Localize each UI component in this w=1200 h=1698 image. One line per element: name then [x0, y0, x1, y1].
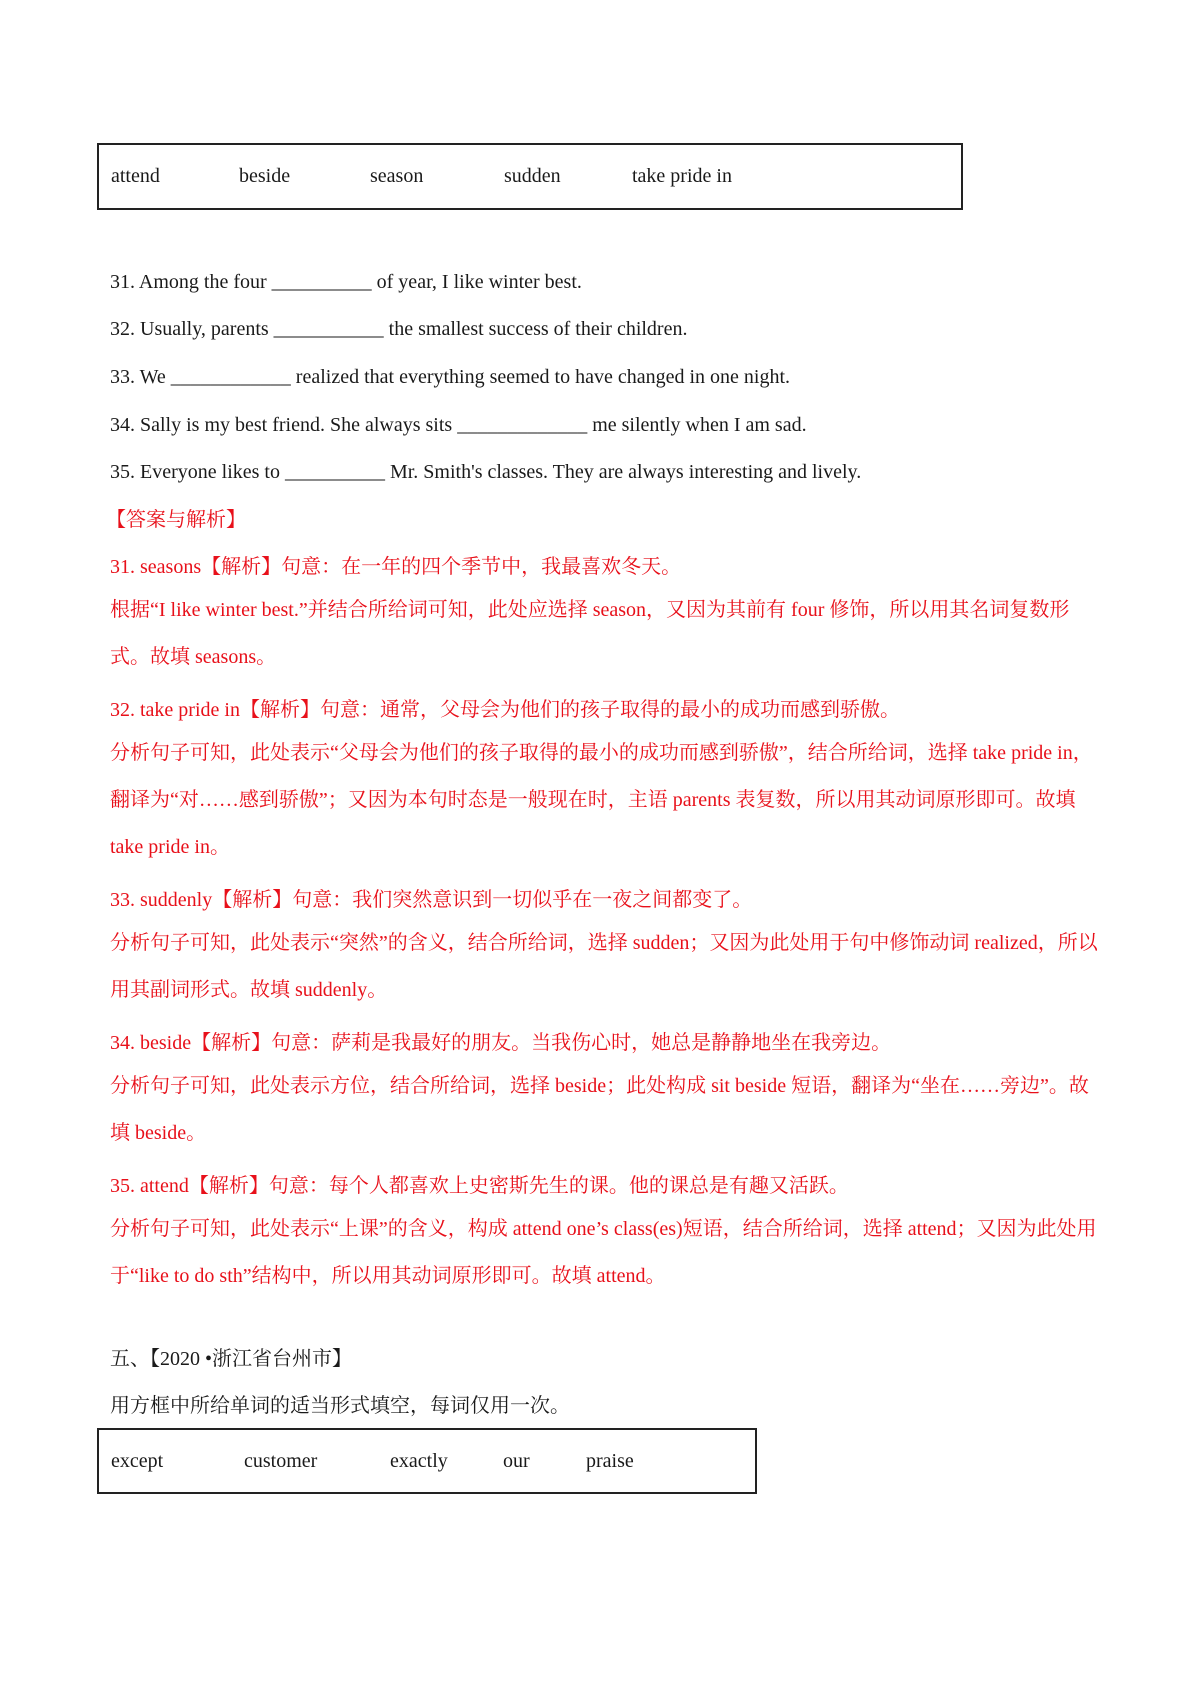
answer-35-head: 35. attend【解析】句意：每个人都喜欢上史密斯先生的课。他的课总是有趣又活跃。: [110, 1175, 849, 1197]
question-33: 33. We ____________ realized that everything seemed to have changed in one night.: [110, 366, 791, 388]
word-box-2-item: exactly: [390, 1449, 448, 1472]
section-5-title: 五、【2020 •浙江省台州市】: [110, 1348, 353, 1370]
word-box-1-item: sudden: [504, 165, 561, 187]
word-box-2-item: praise: [586, 1449, 634, 1472]
answer-33-head: 33. suddenly【解析】句意：我们突然意识到一切似乎在一夜之间都变了。: [110, 889, 753, 911]
answer-34-body: 分析句子可知，此处表示方位，结合所给词，选择 beside；此处构成 sit beside 短语，翻译为“坐在……旁边”。故填 beside。: [110, 1075, 1089, 1144]
word-box-1-item: take pride in: [632, 165, 732, 187]
answer-33-body: 分析句子可知，此处表示“突然”的含义，结合所给词，选择 sudden；又因为此处用于句中修饰动词 realized，所以用其副词形式。故填 suddenly。: [110, 932, 1098, 1001]
question-35: 35. Everyone likes to __________ Mr. Smith's classes. They are always interesting and lively.: [110, 461, 862, 483]
question-31: 31. Among the four __________ of year, I like winter best.: [110, 271, 582, 293]
answer-35-body: 分析句子可知，此处表示“上课”的含义，构成 attend one’s class(es)短语，结合所给词，选择 attend；又因为此处用于“like to do sth”结构中，所以用其动词原形即可。故填 attend。: [110, 1218, 1097, 1287]
section-5-instruction: 用方框中所给单词的适当形式填空，每词仅用一次。: [110, 1395, 570, 1417]
question-32: 32. Usually, parents ___________ the smallest success of their children.: [110, 318, 688, 340]
answer-31-body: 根据“I like winter best.”并结合所给词可知，此处应选择 season，又因为其前有 four 修饰，所以用其名词复数形式。故填 seasons。: [110, 599, 1070, 668]
answer-32-body: 分析句子可知，此处表示“父母会为他们的孩子取得的最小的成功而感到骄傲”，结合所给词，选择 take pride in，翻译为“对……感到骄傲”；又因为本句时态是一般现在时，主语 parents 表复数，所以用其动词原形即可。故填 take pride in。: [110, 742, 1093, 858]
word-box-2: [97, 1428, 757, 1494]
word-box-2-item: except: [111, 1449, 164, 1472]
answer-31-head: 31. seasons【解析】句意：在一年的四个季节中，我最喜欢冬天。: [110, 556, 682, 578]
word-box-1-item: season: [370, 165, 424, 187]
answer-32-head: 32. take pride in【解析】句意：通常，父母会为他们的孩子取得的最小的成功而感到骄傲。: [110, 699, 900, 721]
answer-34-head: 34. beside【解析】句意：萨莉是我最好的朋友。当我伤心时，她总是静静地坐在我旁边。: [110, 1032, 892, 1054]
word-box-1-item: attend: [111, 165, 160, 187]
word-box-2-item: customer: [244, 1449, 318, 1472]
question-34: 34. Sally is my best friend. She always sits _____________ me silently when I am sad.: [110, 414, 807, 436]
word-box-1: [97, 143, 963, 210]
answer-heading: 【答案与解析】: [106, 509, 246, 531]
word-box-2-item: our: [503, 1449, 530, 1472]
word-box-1-item: beside: [239, 165, 291, 187]
